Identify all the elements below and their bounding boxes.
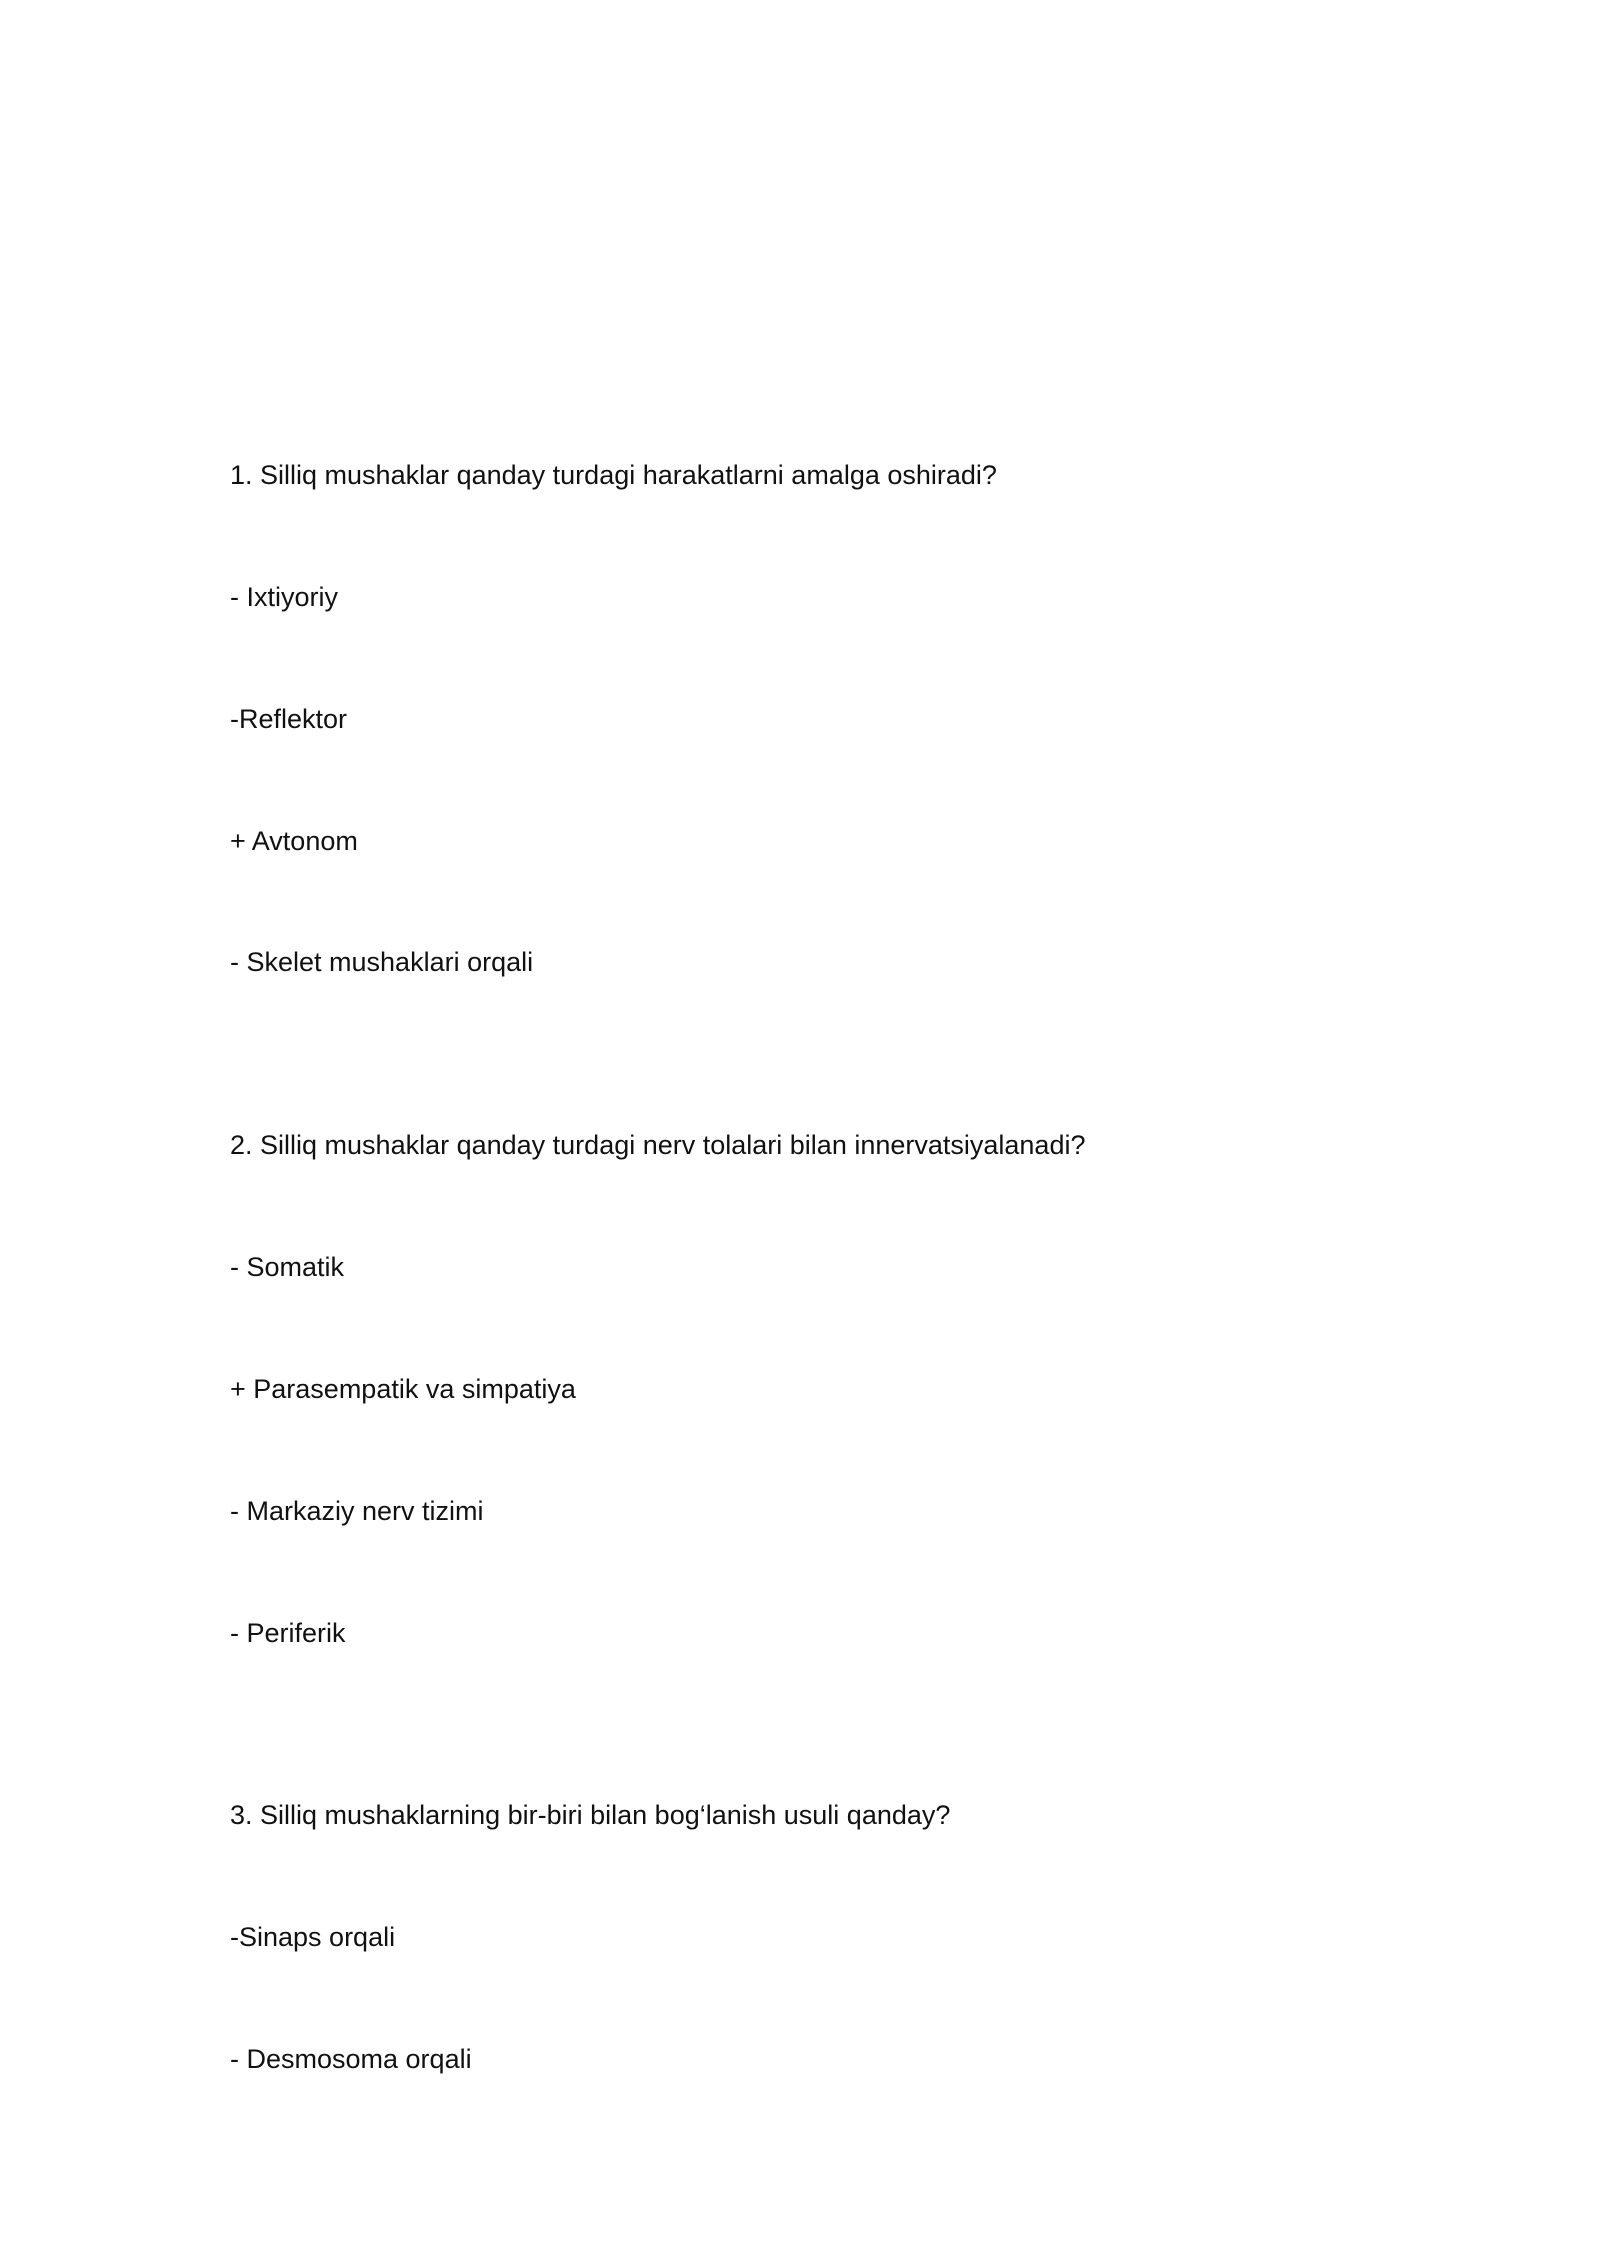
question-1-option-3: + Avtonom bbox=[230, 826, 358, 856]
question-2-option-1: - Somatik bbox=[230, 1252, 345, 1282]
question-1-option-1: - Ixtiyoriy bbox=[230, 582, 338, 612]
question-1-option-2: -Reflektor bbox=[230, 704, 348, 734]
question-2-text: 2. Silliq mushaklar qanday turdagi nerv tolalari bilan innervatsiyalanadi? bbox=[230, 1130, 1086, 1160]
question-3-text: 3. Silliq mushaklarning bir-biri bilan bog‘lanish usuli qanday? bbox=[230, 1800, 951, 1830]
question-3-option-1: -Sinaps orqali bbox=[230, 1922, 396, 1952]
question-3-option-2: - Desmosoma orqali bbox=[230, 2044, 472, 2074]
question-2-option-4: - Periferik bbox=[230, 1618, 346, 1648]
question-2-option-2: + Parasempatik va simpatiya bbox=[230, 1374, 576, 1404]
question-1-option-4: - Skelet mushaklari orqali bbox=[230, 947, 534, 977]
question-1-text: 1. Silliq mushaklar qanday turdagi harakatlarni amalga oshiradi? bbox=[230, 460, 997, 490]
question-2-option-3: - Markaziy nerv tizimi bbox=[230, 1496, 484, 1526]
